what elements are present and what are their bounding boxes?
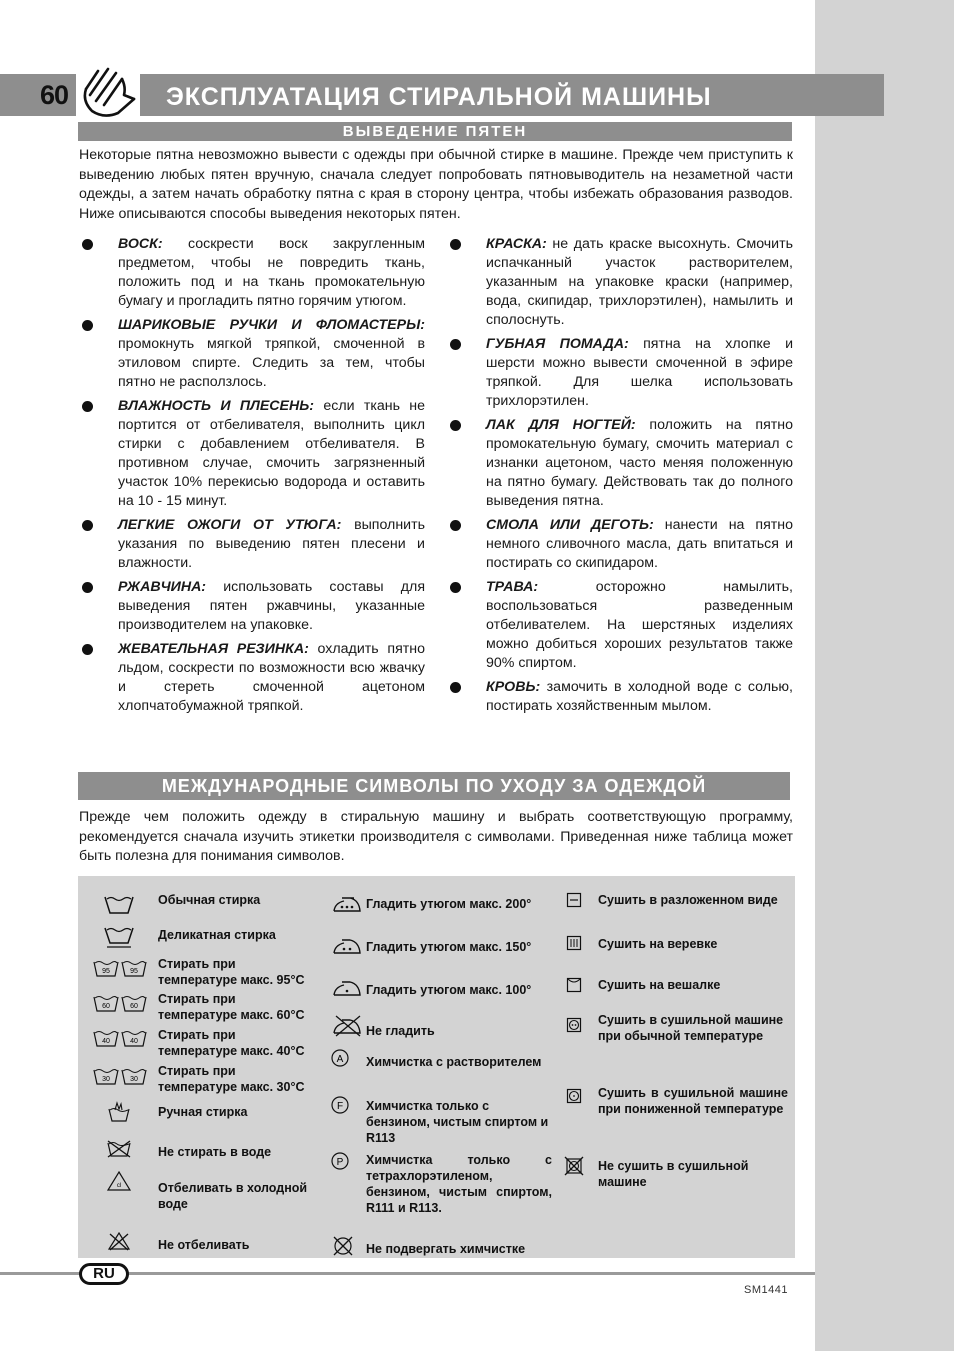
symbol-label: Химчистка только с тетрахлорэтиленом, бензином, чистым спиртом, R111 и R113. bbox=[366, 1153, 552, 1215]
wash-95-icon bbox=[92, 958, 150, 980]
stain-text: пятна на хлопке и шерсти можно вывести смоченной в эфире тряпкой. Для шелка использовать трихлорэтилен. bbox=[486, 336, 793, 409]
symbol-label: Не отбеливать bbox=[158, 1238, 250, 1252]
do-not-iron-icon bbox=[332, 1014, 364, 1038]
symbol-label: Не подвергать химчистке bbox=[366, 1242, 526, 1256]
stain-item-pens bbox=[79, 316, 425, 392]
stains-intro: Некоторые пятна невозможно вывести с одежды при обычной стирке в машине. Прежде чем приступить к выведению любых пятен вручную, сначала следует попробовать пятновыводитель на незаметной части одежды, а затем начать обработку пятна с края в сторону центра, чтобы избежать образования разводов. Ниже описываются способы выведения некоторых пятен. bbox=[79, 147, 793, 222]
stain-text: не дать краске высохнуть. Смочить испачканный участок растворителем, указанным на упаковке краски (например, вода, скипидар, трихлорэтилен), намылить и сполоснуть. bbox=[486, 236, 793, 328]
page-title: ЭКСПЛУАТАЦИЯ СТИРАЛЬНОЙ МАШИНЫ bbox=[166, 83, 712, 111]
iron-200-icon bbox=[332, 894, 364, 914]
temp-text: 95 bbox=[130, 968, 138, 975]
stain-label: ВОСК: bbox=[118, 236, 163, 252]
document-code: SM1441 bbox=[744, 1284, 788, 1296]
stain-label: РЖАВЧИНА: bbox=[118, 579, 207, 595]
bleach-icon-text: cl bbox=[116, 1183, 122, 1189]
stain-item-paint bbox=[447, 235, 793, 330]
symbols-heading: МЕЖДУНАРОДНЫЕ СИМВОЛЫ ПО УХОДУ ЗА ОДЕЖДОЙ bbox=[161, 776, 707, 796]
bullet-icon bbox=[450, 339, 461, 350]
stain-text: соскрести воск закругленным предметом, чтобы не повредить ткань, положить под и на ткань промокательную бумагу и прогладить пятно горячим утюгом. bbox=[118, 236, 425, 309]
wash-40-icon bbox=[92, 1028, 150, 1050]
stain-label: КРАСКА: bbox=[486, 236, 547, 252]
dry-flat-icon bbox=[566, 892, 582, 908]
stain-label: КРОВЬ: bbox=[486, 679, 541, 695]
symbol-label: Сушить в сушильной машине при пониженной температуре bbox=[598, 1086, 788, 1116]
right-margin-strip bbox=[815, 0, 954, 1351]
symbol-label: Обычная стирка bbox=[158, 893, 261, 907]
wash-60-icon bbox=[92, 993, 150, 1015]
symbol-label: Химчистка с растворителем bbox=[366, 1055, 542, 1069]
stain-text: выполнить указания по выведению пятен плесени и влажности. bbox=[118, 517, 425, 571]
dry-clean-f-icon bbox=[330, 1095, 350, 1115]
stain-label: ЖЕВАТЕЛЬНАЯ РЕЗИНКА: bbox=[118, 641, 309, 657]
stain-text: замочить в холодной воде с солью, постирать хозяйственным мылом. bbox=[486, 679, 793, 714]
symbol-label: Стирать при температуре макс. 30°C bbox=[158, 1064, 305, 1094]
language-badge: RU bbox=[79, 1263, 129, 1285]
symbol-label: Гладить утюгом макс. 200° bbox=[366, 897, 532, 911]
symbol-label: Сушить на вешалке bbox=[598, 978, 721, 992]
stain-text: нанести на пятно немного сливочного масла, дать впитаться и постирать со скипидаром. bbox=[486, 517, 793, 571]
hand-wash-icon bbox=[106, 1100, 132, 1124]
symbol-label: Сушить в разложенном виде bbox=[598, 893, 778, 907]
symbol-label: Стирать при температуре макс. 60°C bbox=[158, 992, 305, 1022]
stain-text: промокнуть мягкой тряпкой, смоченной в этиловом спирте. Следить за тем, чтобы пятно не расползлось. bbox=[118, 336, 425, 390]
tumble-dry-normal-icon bbox=[566, 1017, 582, 1033]
temp-text: 60 bbox=[102, 1003, 110, 1010]
bullet-icon bbox=[82, 520, 93, 531]
bullet-icon bbox=[450, 682, 461, 693]
symbol-label: Сушить в сушильной машине при обычной температуре bbox=[598, 1013, 784, 1043]
dry-clean-a-icon bbox=[330, 1048, 350, 1068]
dry-clean-letter: A bbox=[336, 1054, 344, 1065]
bullet-icon bbox=[82, 401, 93, 412]
stain-item-wax bbox=[79, 235, 425, 311]
stain-item-blood bbox=[447, 678, 793, 716]
symbol-label: Ручная стирка bbox=[158, 1105, 248, 1119]
stains-right-column bbox=[447, 235, 793, 721]
temp-text: 95 bbox=[102, 968, 110, 975]
temp-text: 30 bbox=[102, 1076, 110, 1083]
tumble-dry-low-icon bbox=[566, 1088, 582, 1104]
dry-clean-letter: P bbox=[336, 1157, 344, 1168]
dry-line-icon bbox=[566, 935, 582, 951]
bullet-icon bbox=[82, 644, 93, 655]
bullet-icon bbox=[82, 239, 93, 250]
stain-label: СМОЛА ИЛИ ДЕГОТЬ: bbox=[486, 517, 654, 533]
do-not-wash-icon bbox=[105, 1139, 133, 1159]
hand-icon bbox=[76, 57, 140, 121]
temp-text: 40 bbox=[102, 1038, 110, 1045]
stain-label: ТРАВА: bbox=[486, 579, 539, 595]
stain-item-rust bbox=[79, 578, 425, 635]
symbol-label: Не гладить bbox=[366, 1024, 435, 1038]
do-not-dry-clean-icon bbox=[332, 1235, 354, 1257]
symbol-label: Гладить утюгом макс. 100° bbox=[366, 983, 532, 997]
symbol-label: Стирать при температуре макс. 95°C bbox=[158, 957, 305, 987]
bullet-icon bbox=[450, 582, 461, 593]
do-not-bleach-icon bbox=[106, 1230, 132, 1252]
stain-text: использовать составы для выведения пятен ржавчины, указанные производителем на упаковке. bbox=[118, 579, 425, 633]
stain-label: ЛАК ДЛЯ НОГТЕЙ: bbox=[486, 417, 636, 433]
wash-tub-icon bbox=[102, 892, 136, 916]
stain-item-iron-burns bbox=[79, 516, 425, 573]
temp-text: 60 bbox=[130, 1003, 138, 1010]
stain-label: ГУБНАЯ ПОМАДА: bbox=[486, 336, 629, 352]
stain-item-lipstick bbox=[447, 335, 793, 411]
do-not-tumble-dry-icon bbox=[564, 1156, 584, 1176]
symbol-label: Гладить утюгом макс. 150° bbox=[366, 940, 532, 954]
stain-label: ШАРИКОВЫЕ РУЧКИ И ФЛОМАСТЕРЫ: bbox=[118, 317, 425, 333]
stain-text: осторожно намылить, воспользоваться разведенным отбеливателем. На шерстяных изделиях можно добиться хороших результатов также 90% спиртом. bbox=[486, 579, 793, 671]
bullet-icon bbox=[450, 520, 461, 531]
temp-text: 40 bbox=[130, 1038, 138, 1045]
bullet-icon bbox=[82, 582, 93, 593]
stain-text: положить на пятно промокательную бумагу, смочить материал с изнанки ацетоном, часто меняя положенную на пятно бумагу. Действовать так до полного выведения пятна. bbox=[486, 417, 793, 509]
symbol-label: Химчистка только с бензином, чистым спиртом и R113 bbox=[366, 1099, 549, 1145]
symbol-label: Отбеливать в холодной воде bbox=[158, 1181, 308, 1211]
stain-item-grass bbox=[447, 578, 793, 673]
wash-30-icon bbox=[92, 1066, 150, 1088]
iron-150-icon bbox=[332, 936, 364, 956]
care-symbols-panel bbox=[78, 876, 795, 1258]
stain-label: ЛЕГКИЕ ОЖОГИ ОТ УТЮГА: bbox=[118, 517, 342, 533]
bullet-icon bbox=[450, 420, 461, 431]
stains-heading: ВЫВЕДЕНИЕ ПЯТЕН bbox=[342, 123, 528, 140]
bullet-icon bbox=[82, 320, 93, 331]
dry-clean-p-icon bbox=[330, 1151, 350, 1171]
temp-text: 30 bbox=[130, 1076, 138, 1083]
symbol-label: Стирать при температуре макс. 40°C bbox=[158, 1028, 305, 1058]
symbol-label: Деликатная стирка bbox=[158, 928, 276, 942]
symbol-label: Не сушить в сушильной машине bbox=[598, 1159, 749, 1189]
iron-100-icon bbox=[332, 978, 364, 998]
stain-item-nail-polish bbox=[447, 416, 793, 511]
stains-left-column bbox=[79, 235, 425, 721]
delicate-wash-icon bbox=[102, 924, 136, 950]
dry-hanger-icon bbox=[566, 977, 582, 993]
stain-item-mold bbox=[79, 397, 425, 511]
symbol-label: Не стирать в воде bbox=[158, 1145, 272, 1159]
stain-text: охладить пятно льдом, соскрести по возможности всю жвачку и стереть смоченной ацетоном хлопчатобумажной тряпкой. bbox=[118, 641, 425, 714]
symbol-label: Сушить на веревке bbox=[598, 937, 718, 951]
stain-text: если ткань не портится от отбеливателя, выполнить цикл стирки с добавлением отбеливателя. В противном случае, смочить загрязненный участок 10% перекисью водорода и оставить на 10 - 15 минут. bbox=[118, 398, 425, 509]
bullet-icon bbox=[450, 239, 461, 250]
symbols-intro: Прежде чем положить одежду в стиральную машину и выбрать соответствующую программу, рекомендуется сначала изучить этикетки производителя с символами. Приведенная ниже таблица может быть полезна для понимания символов. bbox=[79, 809, 793, 865]
stain-label: ВЛАЖНОСТЬ И ПЛЕСЕНЬ: bbox=[118, 398, 315, 414]
stain-item-gum bbox=[79, 640, 425, 716]
dry-clean-letter: F bbox=[336, 1101, 344, 1112]
stain-item-tar bbox=[447, 516, 793, 573]
page-number: 60 bbox=[40, 80, 69, 110]
bleach-cold-icon bbox=[106, 1170, 132, 1192]
